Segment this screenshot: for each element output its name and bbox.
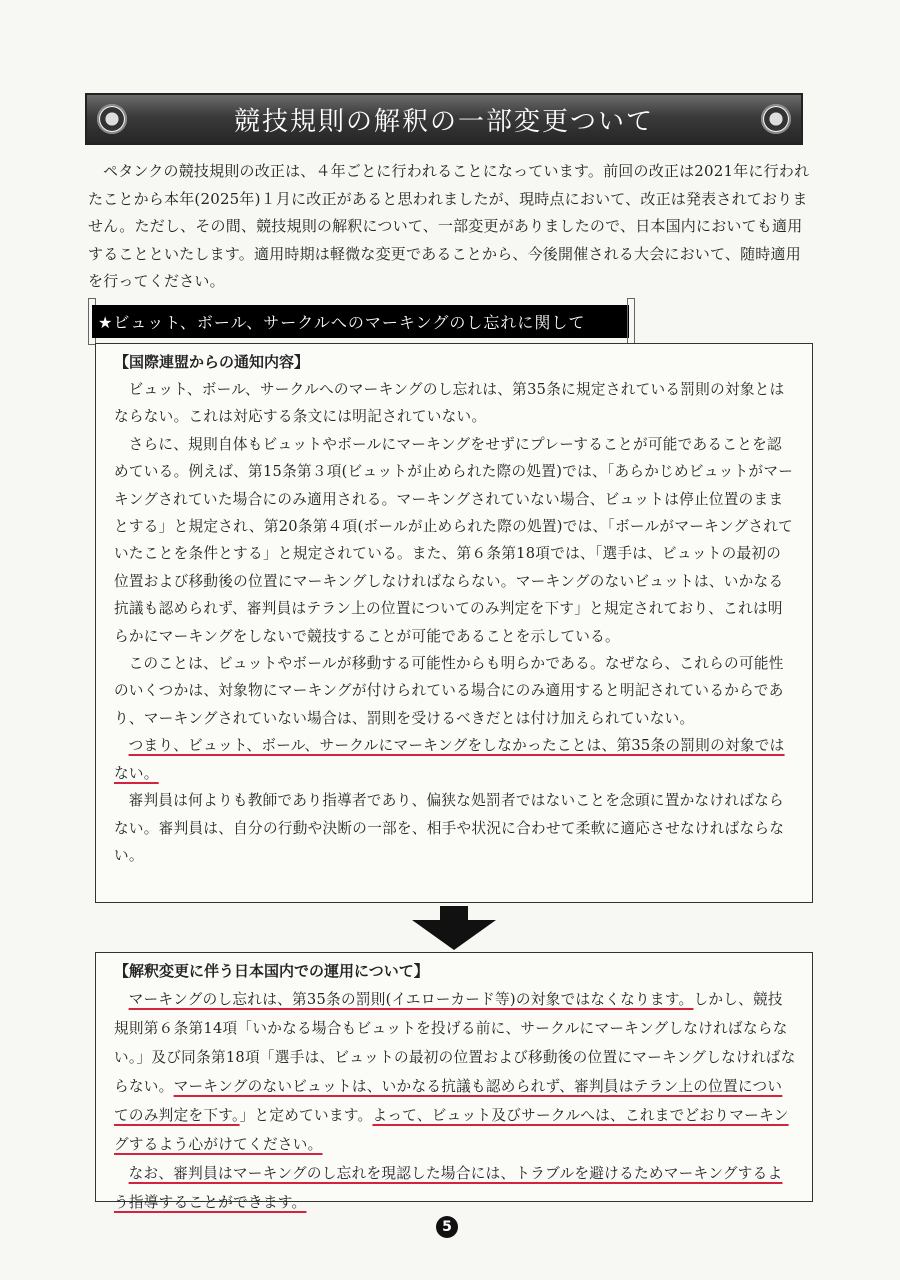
intro-paragraph: ペタンクの競技規則の改正は、４年ごとに行われることになっています。前回の改正は2021年に行われたことから本年(2025年)１月に改正があると思われましたが、現時点において、改正は発表されておりません。ただし、その間、競技規則の解釈について、一部変更がありましたので、日本国内においても適用することといたします。適用時期は軽微な変更であることから、今後開催される大会において、随時適用を行ってください。 [88, 162, 810, 290]
underlined-text: なお、審判員はマーキングのし忘れを現認した場合には、トラブルを避けるためマーキングするよう指導することができます。 [114, 1165, 783, 1211]
notice-paragraph: このことは、ビュットやボールが移動する可能性からも明らかである。なぜなら、これらの可能性のいくつかは、対象物にマーキングが付けられている場合にのみ適用すると明記されているからであり、マーキングされていない場合は、罰則を受けるべきだとは付け加えられていない。 [114, 655, 784, 727]
section-heading: ★ビュット、ボール、サークルへのマーキングのし忘れに関して [92, 305, 629, 338]
page-number: 5 [436, 1216, 458, 1238]
notice-paragraph [114, 732, 796, 787]
operation-paragraph [114, 1159, 796, 1217]
federation-notice-box [95, 343, 813, 903]
ring-ornament-icon [97, 104, 127, 134]
body-text: しかし、競技規則第６条第14項「いかなる場合もビュットを投げる前に、サークルにマーキングしなければならない。」及び同条第18項「選手は、ビュットの最初の位置および移動後の位置にマーキングしなければならない。 [114, 991, 796, 1095]
japan-operation-box [95, 952, 813, 1211]
operation-paragraph [114, 985, 796, 1159]
notice-paragraph: 審判員は何よりも教師であり指導者であり、偏狭な処罰者ではないことを念頭に置かなければならない。審判員は、自分の行動や決断の一部を、相手や状況に合わせて柔軟に適応させなければならない。 [114, 792, 785, 864]
underlined-text: つまり、ビュット、ボール、サークルにマーキングをしなかったことは、第35条の罰則の対象ではない。 [114, 737, 785, 782]
page-title: 競技規則の解釈の一部変更ついて [233, 106, 654, 137]
underlined-text: よって、ビュット及びサークルへは、これまでどおりマーキングするよう心がけてください。 [114, 1107, 789, 1153]
arrow-down-icon [412, 906, 496, 950]
underlined-text: マーキングのないビュットは、いかなる抗議も認められず、審判員はテラン上の位置についてのみ判定を下す。 [114, 1078, 783, 1124]
body-text: 」と定めています。 [239, 1107, 373, 1124]
box-title: 【解釈変更に伴う日本国内での運用について】 [114, 962, 429, 980]
box-title: 【国際連盟からの通知内容】 [114, 353, 310, 371]
title-banner [85, 93, 803, 145]
ring-ornament-icon [761, 104, 791, 134]
notice-paragraph: ビュット、ボール、サークルへのマーキングのし忘れは、第35条に規定されている罰則の対象とはならない。これは対応する条文には明記されていない。 [114, 381, 785, 426]
notice-paragraph: さらに、規則自体もビュットやボールにマーキングをせずにプレーすることが可能であることを認めている。例えば、第15条第３項(ビュットが止められた際の処置)では、「あらかじめビュットがマーキングされていた場合にのみ適用される。マーキングされていない場合、ビュットは停止位置のままとする」と規定され、第20条第４項(ボールが止められた際の処置)では、「ボールがマーキングされていたことを条件とする」と規定されている。また、第６条第18項では、「選手は、ビュットの最初の位置および移動後の位置にマーキングしなければならない。マーキングのないビュットは、いかなる抗議も認められず、審判員はテラン上の位置についてのみ判定を下す」と規定されており、これは明らかにマーキングをしないで競技することが可能であることを示している。 [114, 435, 794, 645]
bracket-right-decoration [627, 298, 635, 345]
underlined-text: マーキングのし忘れは、第35条の罰則(イエローカード等)の対象ではなくなります。 [128, 991, 694, 1008]
